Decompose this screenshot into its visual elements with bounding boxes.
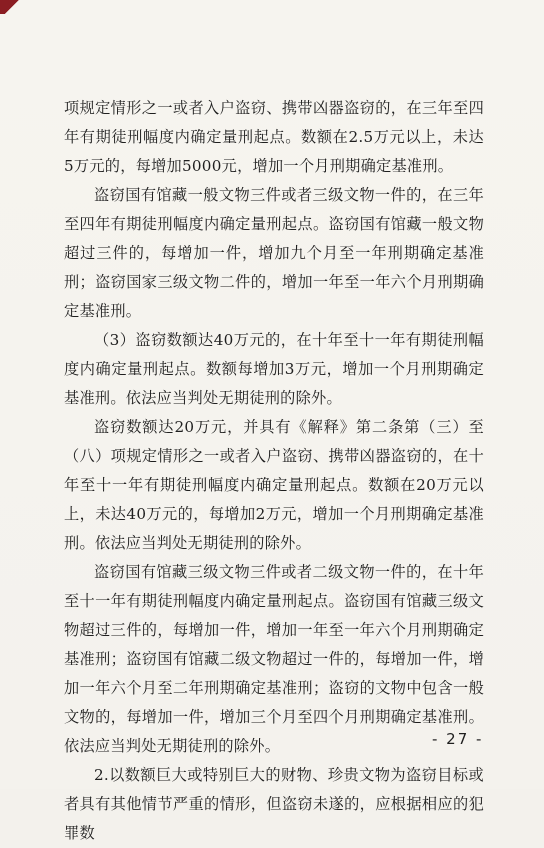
paragraph-1: 项规定情形之一或者入户盗窃、携带凶器盗窃的，在三年至四年有期徒刑幅度内确定量刑起点。数额在2.5万元以上，未达5万元的，每增加5000元，增加一个月刑期确定基准刑。 — [64, 99, 484, 175]
paragraph-3: （3）盗窃数额达40万元的，在十年至十一年有期徒刑幅度内确定量刑起点。数额每增加3万元，增加一个月刑期确定基准刑。依法应当判处无期徒刑的除外。 — [64, 331, 484, 407]
paragraph-4: 盗窃数额达20万元，并具有《解释》第二条第（三）至（八）项规定情形之一或者入户盗窃、携带凶器盗窃的，在十年至十一年有期徒刑幅度内确定量刑起点。数额在20万元以上，未达40万元的，每增加2万元，增加一个月刑期确定基准刑。依法应当判处无期徒刑的除外。 — [64, 418, 484, 552]
corner-binding-mark — [0, 0, 20, 14]
paragraph-5: 盗窃国有馆藏三级文物三件或者二级文物一件的，在十年至十一年有期徒刑幅度内确定量刑起点。盗窃国有馆藏三级文物超过三件的，每增加一件，增加一年至一年六个月刑期确定基准刑；盗窃国有馆藏二级文物超过一件的，每增加一件，增加一年六个月至二年刑期确定基准刑；盗窃的文物中包含一般文物的，每增加一件，增加三个月至四个月刑期确定基准刑。依法应当判处无期徒刑的除外。 — [64, 563, 484, 755]
body-text — [64, 94, 484, 848]
paragraph-2: 盗窃国有馆藏一般文物三件或者三级文物一件的，在三年至四年有期徒刑幅度内确定量刑起点。盗窃国有馆藏一般文物超过三件的，每增加一件，增加九个月至一年刑期确定基准刑；盗窃国家三级文物二件的，增加一年至一年六个月刑期确定基准刑。 — [64, 186, 484, 320]
page-number: - 27 - — [432, 730, 484, 748]
paragraph-6: 2.以数额巨大或特别巨大的财物、珍贵文物为盗窃目标或者具有其他情节严重的情形，但盗窃未遂的，应根据相应的犯罪数 — [64, 766, 484, 842]
